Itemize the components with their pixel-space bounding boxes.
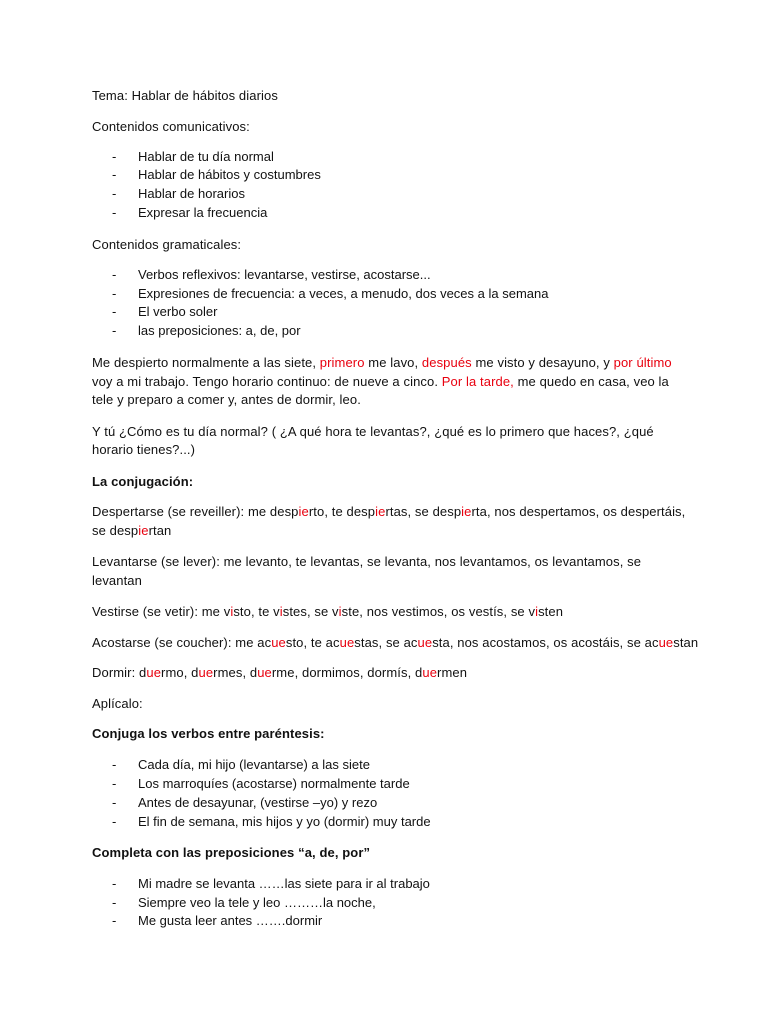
text-segment: voy a mi trabajo. Tengo horario continuo: de nueve a cinco. — [92, 374, 442, 389]
list-item — [112, 184, 245, 203]
text-segment: sto, te ac — [285, 635, 340, 650]
exercise-item — [112, 874, 430, 893]
list-item-text: las preposiciones: a, de, por — [138, 323, 301, 338]
text-segment: Dormir: d — [92, 665, 147, 680]
bullet-dash: - — [112, 795, 117, 810]
bullet-dash: - — [112, 757, 117, 772]
bullet-dash: - — [112, 776, 117, 791]
text-segment: Me despierto normalmente a las siete, — [92, 355, 320, 370]
highlight-stem: ue — [198, 665, 214, 680]
exercise-item-text: Mi madre se levanta ……las siete para ir al trabajo — [138, 876, 430, 891]
exercise-item — [112, 893, 376, 912]
text-segment: rtan — [148, 523, 172, 538]
list-item-text: Expresiones de frecuencia: a veces, a menudo, dos veces a la semana — [138, 286, 549, 301]
bullet-dash: - — [112, 286, 117, 301]
tema-title: Tema: Hablar de hábitos diarios — [92, 88, 278, 103]
exercise-item — [112, 911, 322, 930]
highlight-stem: ie — [298, 504, 309, 519]
exercise-item — [112, 755, 370, 774]
highlight-stem: ue — [271, 635, 286, 650]
text-paragraph-line: tele y preparo a comer y, antes de dormir, leo. — [92, 392, 361, 407]
bullet-dash: - — [112, 149, 117, 164]
text-segment: Vestirse (se vetir): me v — [92, 604, 231, 619]
bullet-dash: - — [112, 895, 117, 910]
highlight-word: Por la tarde, — [441, 374, 514, 389]
list-item — [112, 284, 548, 303]
conjugacion-heading: La conjugación: — [92, 474, 194, 489]
conjugation-acostarse — [92, 633, 699, 652]
question-line: horario tienes?...) — [92, 442, 196, 457]
question-line: Y tú ¿Cómo es tu día normal? ( ¿A qué hora te levantas?, ¿qué es lo primero que haces?, ¿qué — [92, 424, 654, 439]
exercise2-heading: Completa con las preposiciones “a, de, por” — [92, 845, 371, 860]
exercise1-heading: Conjuga los verbos entre paréntesis: — [92, 726, 325, 741]
conjugation-despertarse-cont — [92, 521, 692, 540]
conjugation-levantarse: Levantarse (se lever): me levanto, te levantas, se levanta, nos levantamos, os levantamos, se — [92, 554, 642, 569]
text-segment: sta, nos acostamos, os acostáis, se ac — [432, 635, 659, 650]
text-paragraph-line — [92, 353, 692, 372]
list-item-text: Hablar de hábitos y costumbres — [138, 167, 321, 182]
highlight-stem: i — [535, 604, 539, 619]
highlight-stem: ue — [422, 665, 438, 680]
list-item — [112, 302, 217, 321]
text-segment: se desp — [92, 523, 139, 538]
text-segment: sten — [538, 604, 564, 619]
highlight-stem: ue — [658, 635, 674, 650]
text-segment: stas, se ac — [354, 635, 418, 650]
exercise-item-text: Siempre veo la tele y leo ………la noche, — [138, 895, 376, 910]
text-segment: sto, te v — [233, 604, 280, 619]
text-segment: me visto y desayuno, y — [471, 355, 614, 370]
highlight-stem: i — [230, 604, 234, 619]
highlight-word: primero — [319, 355, 365, 370]
text-segment: me lavo, — [364, 355, 422, 370]
list-item — [112, 265, 431, 284]
text-segment: rme, dormimos, dormís, d — [271, 665, 423, 680]
aplicalo-heading: Aplícalo: — [92, 696, 143, 711]
highlight-word: por último — [613, 355, 672, 370]
highlight-stem: ue — [417, 635, 433, 650]
highlight-stem: ue — [257, 665, 272, 680]
exercise-item-text: Los marroquíes (acostarse) normalmente tarde — [138, 776, 410, 791]
highlight-stem: ie — [138, 523, 149, 538]
list-item-text: El verbo soler — [138, 304, 218, 319]
exercise-item — [112, 793, 377, 812]
list-item — [112, 165, 321, 184]
list-item — [112, 321, 301, 340]
bullet-dash: - — [112, 876, 117, 891]
text-segment: Acostarse (se coucher): me ac — [92, 635, 272, 650]
contenidos-comunicativos-heading: Contenidos comunicativos: — [92, 119, 250, 134]
conjugation-vestirse — [92, 602, 692, 621]
text-segment: stes, se v — [282, 604, 339, 619]
bullet-dash: - — [112, 913, 117, 928]
highlight-stem: i — [279, 604, 283, 619]
exercise-item-text: Me gusta leer antes …….dormir — [138, 913, 323, 928]
text-segment: Despertarse (se reveiller): me desp — [92, 504, 299, 519]
text-segment: stan — [673, 635, 699, 650]
bullet-dash: - — [112, 205, 117, 220]
highlight-stem: i — [338, 604, 342, 619]
highlight-word: después — [421, 355, 472, 370]
bullet-dash: - — [112, 186, 117, 201]
exercise-item — [112, 812, 431, 831]
conjugation-levantarse-cont: levantan — [92, 573, 142, 588]
conjugation-despertarse — [92, 502, 692, 521]
text-segment: ste, nos vestimos, os vestís, se v — [341, 604, 536, 619]
list-item-text: Hablar de tu día normal — [138, 149, 274, 164]
bullet-dash: - — [112, 814, 117, 829]
exercise-item-text: Cada día, mi hijo (levantarse) a las siete — [138, 757, 370, 772]
list-item — [112, 203, 267, 222]
list-item — [112, 147, 274, 166]
bullet-dash: - — [112, 304, 117, 319]
text-segment: rtas, se desp — [385, 504, 462, 519]
bullet-dash: - — [112, 267, 117, 282]
highlight-stem: ue — [339, 635, 355, 650]
bullet-dash: - — [112, 323, 117, 338]
exercise-item-text: El fin de semana, mis hijos y yo (dormir) muy tarde — [138, 814, 431, 829]
exercise-item — [112, 774, 410, 793]
list-item-text: Hablar de horarios — [138, 186, 245, 201]
exercise-item-text: Antes de desayunar, (vestirse –yo) y rezo — [138, 795, 378, 810]
text-segment: rmo, d — [161, 665, 199, 680]
contenidos-gramaticales-heading: Contenidos gramaticales: — [92, 237, 242, 252]
conjugation-dormir — [92, 663, 692, 682]
text-segment: me quedo en casa, veo la — [513, 374, 669, 389]
text-segment: rmen — [437, 665, 468, 680]
highlight-stem: ie — [461, 504, 472, 519]
highlight-stem: ue — [146, 665, 162, 680]
list-item-text: Expresar la frecuencia — [138, 205, 268, 220]
text-segment: rmes, d — [213, 665, 258, 680]
text-segment: rta, nos despertamos, os despertáis, — [471, 504, 686, 519]
highlight-stem: ie — [375, 504, 386, 519]
list-item-text: Verbos reflexivos: levantarse, vestirse, acostarse... — [138, 267, 431, 282]
text-segment: rto, te desp — [308, 504, 376, 519]
text-paragraph-line — [92, 372, 692, 391]
bullet-dash: - — [112, 167, 117, 182]
